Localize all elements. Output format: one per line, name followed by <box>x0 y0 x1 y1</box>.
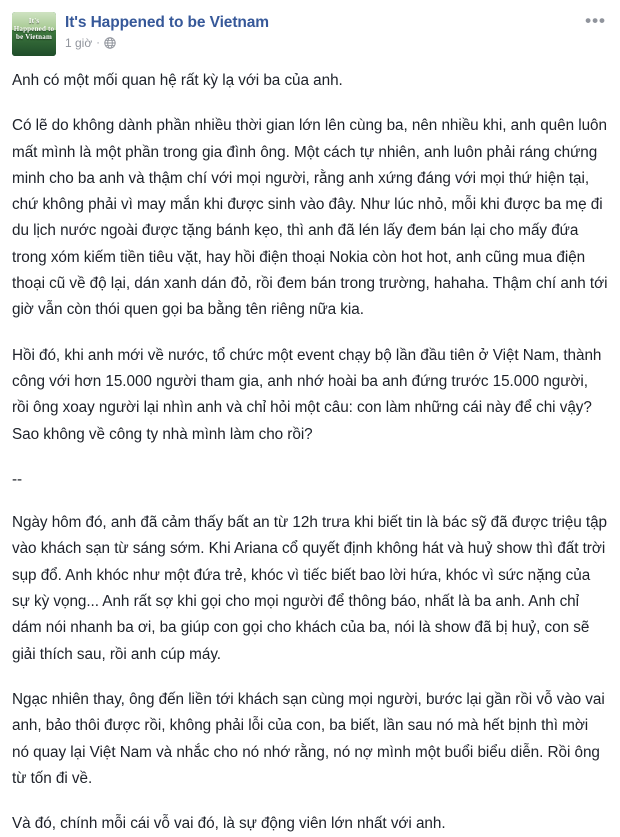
avatar[interactable] <box>12 12 56 56</box>
meta-separator: · <box>96 37 100 49</box>
post-timestamp[interactable]: 1 giờ <box>65 36 93 50</box>
post-paragraph: Ngạc nhiên thay, ông đến liền tới khách sạn cùng mọi người, bước lại gần rồi vỗ vào vai anh, bảo thôi được rồi, không phải lỗi của con, ba biết, lần sau nó mà hết bịnh thì mời nó quay lại Việt Nam và nhắc cho nó nhớ rằng, nó nợ mình một buổi biểu diễn. Rồi ông từ tốn đi về. <box>12 690 609 787</box>
post-paragraph: Hồi đó, khi anh mới về nước, tổ chức một event chạy bộ lần đầu tiên ở Việt Nam, thành công với hơn 15.000 người tham gia, anh nhớ hoài ba anh đứng trước 15.000 người, rồi ông xoay người lại nhìn anh và chỉ hỏi một câu: con làm những cái này để chi vậy? Sao không về công ty nhà mình làm cho rồi? <box>12 346 606 443</box>
page-name-link[interactable]: It's Happened to be Vietnam <box>65 14 269 31</box>
post-header-text <box>65 12 577 50</box>
globe-icon[interactable] <box>104 37 116 49</box>
ellipsis-icon[interactable]: ••• <box>585 11 606 30</box>
post-message <box>12 62 612 837</box>
avatar-overlay-text: It's Happened to be Vietnam <box>13 17 55 41</box>
post-paragraph: Và đó, chính mỗi cái vỗ vai đó, là sự động viên lớn nhất với anh. <box>12 815 446 833</box>
post-paragraph: Có lẽ do không dành phần nhiều thời gian lớn lên cùng ba, nên nhiều khi, anh quên luôn mất mình là một phần trong gia đình ông. Một cách tự nhiên, anh luôn phải ráng chứng minh cho ba anh và thậm chí với mọi người, rằng anh xứng đáng với mọi thứ hiện tại, chứ không phải vì may mắn khi được sinh vào đây. Như lúc nhỏ, mỗi khi được ba mẹ đi du lịch nước ngoài được tặng bánh kẹo, thì anh đã lén lấy đem bán lại cho mấy đứa trong xóm kiếm tiền tiêu vặt, hay hồi điện thoại Nokia còn hot hot, anh cũng mua điện thoại cũ về độ lại, dán xanh dán đỏ, rồi đem bán trong trường, hahaha. Thậm chí anh tới giờ vẫn còn thói quen gọi ba bằng tên riêng nữa kia. <box>12 117 612 319</box>
post-paragraph-separator: -- <box>12 470 23 488</box>
post-meta <box>65 36 577 50</box>
post-header <box>12 10 608 62</box>
post-paragraph: Ngày hôm đó, anh đã cảm thấy bất an từ 12h trưa khi biết tin là bác sỹ đã được triệu tập vào khách sạn từ sáng sớm. Khi Ariana cổ quyết định không hát và huỷ show thì đất trời sụp đổ. Anh khóc như một đứa trẻ, khóc vì tiếc biết bao lời hứa, khóc vì sức nặng của sự kỳ vọng... Anh rất sợ khi gọi cho mọi người để thông báo, nhất là ba anh. Anh chỉ dám nói nhanh ba ơi, ba giúp con gọi cho khách của ba, nói là show đã bị huỷ, con sẽ giải thích sau, rồi anh cúp máy. <box>12 514 612 663</box>
post-paragraph: Anh có một mối quan hệ rất kỳ lạ với ba của anh. <box>12 72 343 89</box>
